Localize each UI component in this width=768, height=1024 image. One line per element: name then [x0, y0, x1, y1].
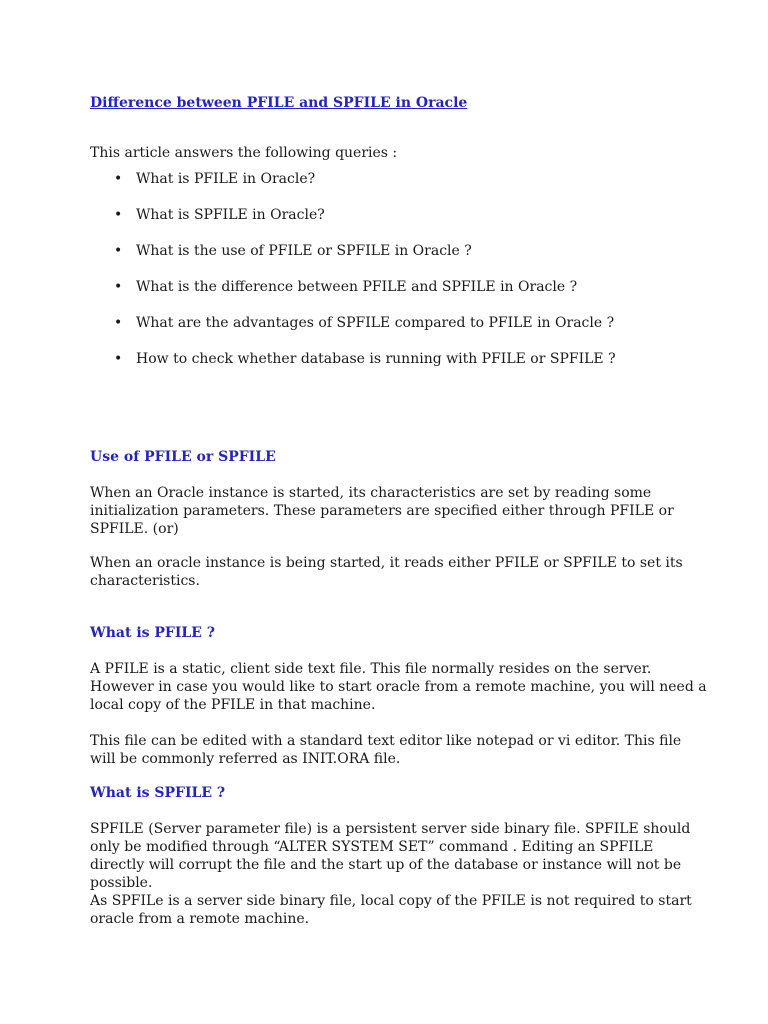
- query-text: What is SPFILE in Oracle?: [136, 207, 325, 223]
- list-item: [90, 170, 616, 206]
- query-text: What is the use of PFILE or SPFILE in Oracle ?: [136, 243, 472, 259]
- list-item: [90, 206, 616, 242]
- list-item: [90, 242, 616, 278]
- bullet-icon: •: [114, 279, 123, 295]
- pfile-paragraph-2: This file can be edited with a standard text editor like notepad or vi editor. This file will be commonly referred as INIT.ORA file.: [90, 733, 682, 767]
- spfile-paragraph-2: As SPFILe is a server side binary file, local copy of the PFILE is not required to start oracle from a remote machine.: [90, 893, 692, 927]
- use-paragraph-2: When an oracle instance is being started, it reads either PFILE or SPFILE to set its characteristics.: [90, 555, 683, 589]
- bullet-icon: •: [114, 315, 123, 331]
- section-heading-use: Use of PFILE or SPFILE: [90, 449, 276, 465]
- query-list: [90, 170, 616, 386]
- bullet-icon: •: [114, 171, 123, 187]
- use-paragraph-1: When an Oracle instance is started, its characteristics are set by reading some initialization parameters. These parameters are specified either through PFILE or SPFILE. (or): [90, 485, 674, 537]
- query-text: What are the advantages of SPFILE compared to PFILE in Oracle ?: [136, 315, 615, 331]
- article-title-link[interactable]: Difference between PFILE and SPFILE in Oracle: [90, 95, 468, 111]
- section-heading-pfile: What is PFILE ?: [90, 625, 215, 641]
- intro-text: This article answers the following queries :: [90, 145, 398, 161]
- bullet-icon: •: [114, 243, 123, 259]
- section-heading-spfile: What is SPFILE ?: [90, 785, 226, 801]
- spfile-paragraph-1: SPFILE (Server parameter file) is a persistent server side binary file. SPFILE should only be modified through “ALTER SYSTEM SET” command . Editing an SPFILE directly will corrupt the file and the start up of the database or instance will not be possible.: [90, 821, 691, 891]
- list-item: [90, 350, 616, 386]
- pfile-paragraph-1: A PFILE is a static, client side text file. This file normally resides on the server. However in case you would like to start oracle from a remote machine, you will need a local copy of the PFILE in that machine.: [90, 661, 707, 713]
- list-item: [90, 314, 616, 350]
- query-text: How to check whether database is running with PFILE or SPFILE ?: [136, 351, 616, 367]
- query-text: What is the difference between PFILE and SPFILE in Oracle ?: [136, 279, 578, 295]
- bullet-icon: •: [114, 207, 123, 223]
- bullet-icon: •: [114, 351, 123, 367]
- list-item: [90, 278, 616, 314]
- query-text: What is PFILE in Oracle?: [136, 171, 316, 187]
